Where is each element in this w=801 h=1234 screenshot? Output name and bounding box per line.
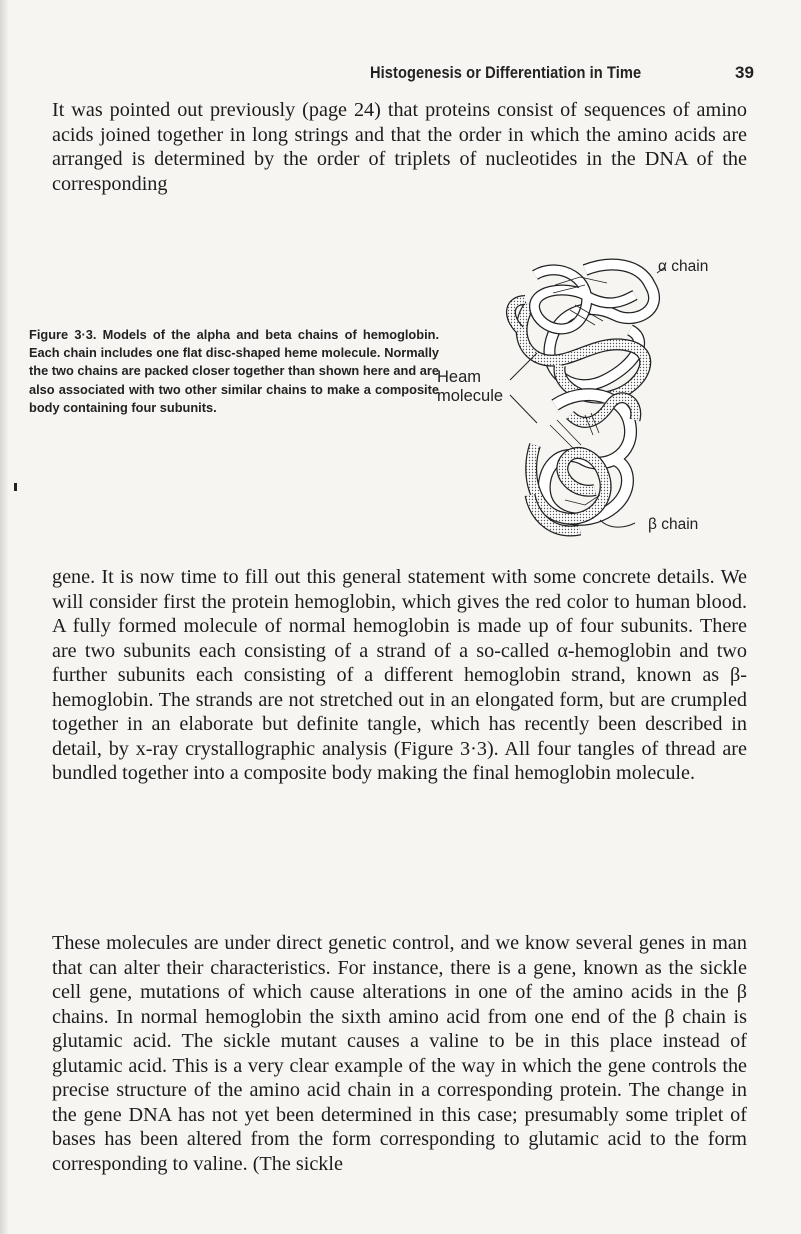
page-number: 39 — [735, 63, 754, 82]
page-header — [0, 63, 801, 87]
heme-label-line-2: molecule — [437, 387, 504, 405]
page-binding-edge — [0, 0, 9, 1234]
alpha-chain-label: α chain — [658, 258, 709, 275]
heme-pointer-upper — [510, 353, 537, 380]
heme-label-line-1: Heam — [437, 368, 482, 386]
paragraph-intro: It was pointed out previously (page 24) that proteins consist of sequences of amino acids joined together in long strings and that the order in which the amino acids are arranged is determined by the order of triplets of nucleotides in the DNA of the corresponding — [52, 99, 747, 195]
running-head: Histogenesis or Differentiation in Time — [370, 63, 642, 82]
heme-pointer-lower — [510, 395, 537, 423]
alpha-chain-model — [511, 265, 654, 398]
beta-chain-label: β chain — [648, 516, 699, 533]
beta-chain-model — [530, 395, 636, 531]
figure-caption: Figure 3·3. Models of the alpha and beta chains of hemoglobin. Each chain includes one flat disc-shaped heme molecule. Normally the two chains are packed closer together than shown here and are also associated with two other similar chains to make a composite body containing four subunits. — [29, 327, 439, 415]
hemoglobin-figure — [435, 255, 709, 560]
heme-molecule-label — [437, 368, 503, 406]
margin-mark — [14, 483, 17, 491]
paragraph-sickle-cell: These molecules are under direct genetic control, and we know several genes in man that can alter their characteristics. For instance, there is a gene, known as the sickle cell gene, mutations of which cause alterations in one of the amino acids in the β chains. In normal hemoglobin the sixth amino acid from one end of the β chain is glutamic acid. The sickle mutant causes a valine to be in this place instead of glutamic acid. This is a very clear example of the way in which the gene controls the precise structure of the amino acid chain in a corresponding protein. The change in the gene DNA has not yet been determined in this case; presumably some triplet of bases has been altered from the form corresponding to glutamic acid to the form corresponding to valine. (The sickle — [52, 932, 747, 1175]
paragraph-hemoglobin: gene. It is now time to fill out this general statement with some concrete details. We will consider first the protein hemoglobin, which gives the red color to human blood. A fully formed molecule of normal hemoglobin is made up of four subunits. There are two subunits each consisting of a strand of a so-called α-hemoglobin and two further subunits each consisting of a different hemoglobin strand, known as β-hemoglobin. The strands are not stretched out in an elongated form, but are crumpled together in an elaborate but definite tangle, which has recently been described in detail, by x-ray crystallographic analysis (Figure 3·3). All four tangles of thread are bundled together into a composite body making the final hemoglobin molecule. — [52, 566, 747, 784]
hemoglobin-chains-illustration — [435, 255, 685, 560]
